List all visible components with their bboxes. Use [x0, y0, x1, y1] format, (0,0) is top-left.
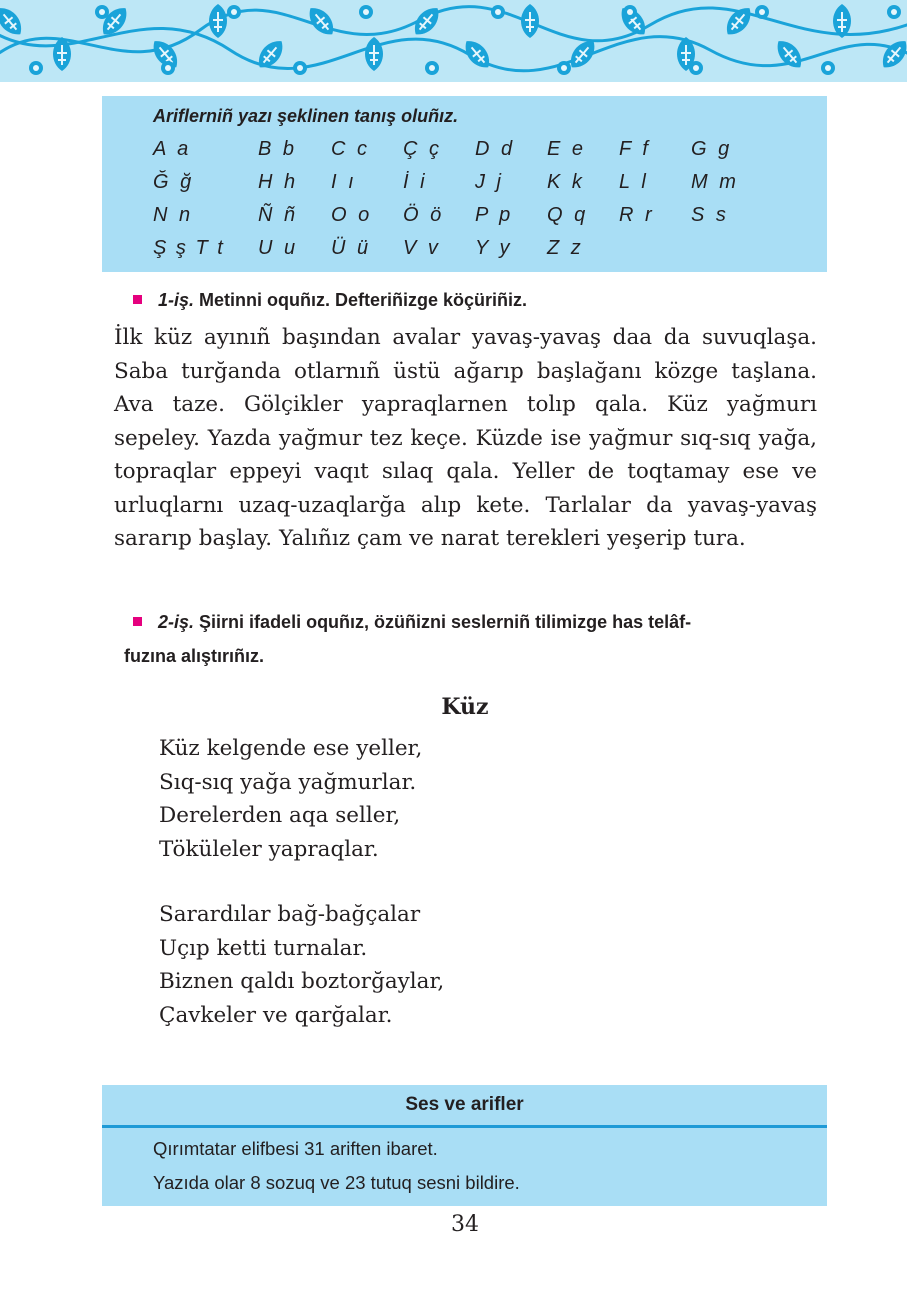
- task-2-continuation: fuzına alıştırıñız.: [124, 646, 265, 666]
- ornament-motif: [759, 9, 765, 15]
- ornament-motif: [297, 65, 303, 71]
- ornament-motif: [365, 37, 383, 71]
- page-number: 34: [451, 1212, 479, 1237]
- letter-pair: Ü ü: [331, 237, 372, 259]
- task-1-heading: [133, 290, 527, 311]
- letter-pair: L l: [619, 171, 649, 193]
- ornament-motif: [891, 9, 897, 15]
- task-number: 1-iş.: [158, 290, 195, 310]
- ornament-motif: [363, 9, 369, 15]
- letter-pair: C c: [331, 138, 370, 160]
- letter-pair: Ş ş T t: [153, 237, 225, 259]
- poem-stanza: [159, 898, 444, 1032]
- letter-pair: P p: [475, 204, 514, 226]
- letter-pair: Z z: [547, 237, 584, 259]
- letter-pair: D d: [475, 138, 516, 160]
- ornament-motif: [429, 65, 435, 71]
- ornament-motif: [33, 65, 39, 71]
- letter-pair: K k: [547, 171, 585, 193]
- letter-pair: Ö ö: [403, 204, 445, 226]
- poem-line: Çavkeler ve qarğalar.: [159, 1002, 393, 1028]
- ornament-motif: [460, 35, 496, 73]
- poem-line: Sarardılar bağ-bağçalar: [159, 902, 421, 927]
- ornament-motif: [409, 2, 445, 40]
- poem-line: Derelerden aqa seller,: [159, 803, 401, 828]
- ornament-motif: [209, 4, 227, 38]
- alphabet-box: [102, 96, 827, 272]
- ornament-motif: [0, 7, 907, 60]
- ornament-motif: [495, 9, 501, 15]
- letter-pair: V v: [403, 237, 441, 259]
- ornament-motif: [825, 65, 831, 71]
- poem-title: Küz: [441, 694, 489, 720]
- letter-pair: J j: [475, 171, 504, 193]
- task-2-heading: [133, 612, 691, 633]
- letter-pair: Q q: [547, 204, 589, 226]
- floral-ornament-icon: [0, 0, 907, 82]
- bullet-square-icon: [133, 617, 142, 626]
- ornament-motif: [99, 9, 105, 15]
- poem-line: Töküleler yapraqlar.: [159, 836, 379, 862]
- letter-pair: I ı: [331, 171, 357, 193]
- letter-pair: Ñ ñ: [258, 204, 299, 226]
- ornament-motif: [0, 28, 907, 70]
- letter-pair: F f: [619, 138, 651, 160]
- letter-pair: Ğ ğ: [153, 171, 195, 193]
- letter-pair: E e: [547, 138, 587, 160]
- poem-line: Sıq-sıq yağa yağmurlar.: [159, 769, 417, 795]
- bullet-square-icon: [133, 295, 142, 304]
- info-line: Yazıda olar 8 sozuq ve 23 tutuq sesni bildire.: [153, 1172, 520, 1193]
- ornament-motif: [877, 35, 907, 73]
- ornament-motif: [627, 9, 633, 15]
- info-box-heading: Ses ve arifler: [102, 1085, 827, 1128]
- ornament-motif: [521, 4, 539, 38]
- poem-line: Küz kelgende ese yeller,: [159, 736, 423, 761]
- letter-pair: İ i: [403, 171, 428, 193]
- letter-pair: G g: [691, 138, 733, 160]
- reading-paragraph: İlk küz ayınıñ başından avalar yavaş-yavaş daa da suvuqlaşa. Saba turğanda otlarnıñ üstü ağarıp başlağanı közge taşlana. Ava taze. Gölçikler yapraqlarnen tolıp qala. Küz yağmurı sepeley. Yazda yağmur tez keçe. Küzde ise yağmur sıq-sıq yağa, topraqlar eppeyi vaqıt sılaq qala. Yeller de toqtamay ese ve urluqlarnı uzaq-uzaqlarğa alıp kete. Tarlalar da yavaş-yavaş sararıp başlay. Yalıñız çam ve narat terekleri yeşerip tura.: [114, 325, 817, 551]
- ornament-motif: [231, 9, 237, 15]
- letter-pair: M m: [691, 171, 739, 193]
- info-box-body: [102, 1128, 827, 1206]
- ornament-motif: [0, 2, 27, 40]
- ornament-motif: [772, 35, 808, 73]
- letter-pair: Ç ç: [403, 138, 442, 160]
- ornament-motif: [53, 37, 71, 71]
- letter-pair: H h: [258, 171, 299, 193]
- letter-pair: Y y: [475, 237, 513, 259]
- info-line: Qırımtatar elifbesi 31 ariften ibaret.: [153, 1138, 438, 1159]
- task-text: Metinni oquñız. Defteriñizge köçüriñiz.: [199, 290, 528, 310]
- ornament-motif: [693, 65, 699, 71]
- poem-line: Uçıp ketti turnalar.: [159, 935, 368, 961]
- letter-pair: B b: [258, 138, 298, 160]
- letter-pair: A a: [153, 138, 192, 160]
- task-number: 2-iş.: [158, 612, 195, 632]
- poem-line: Biznen qaldı boztorğaylar,: [159, 969, 445, 994]
- letter-pair: U u: [258, 237, 299, 259]
- letter-pair: S s: [691, 204, 729, 226]
- alphabet-title: Ariflerniñ yazı şeklinen tanış oluñız.: [153, 106, 459, 126]
- letter-pair: N n: [153, 204, 194, 226]
- letter-pair: R r: [619, 204, 655, 226]
- task-text: Şiirni ifadeli oquñız, özüñizni seslerniñ tilimizge has telâf-: [199, 612, 692, 632]
- letter-pair: O o: [331, 204, 373, 226]
- ornament-motif: [165, 65, 171, 71]
- ornament-motif: [561, 65, 567, 71]
- header-ornament-band: [0, 0, 907, 82]
- poem-stanza: [159, 732, 422, 866]
